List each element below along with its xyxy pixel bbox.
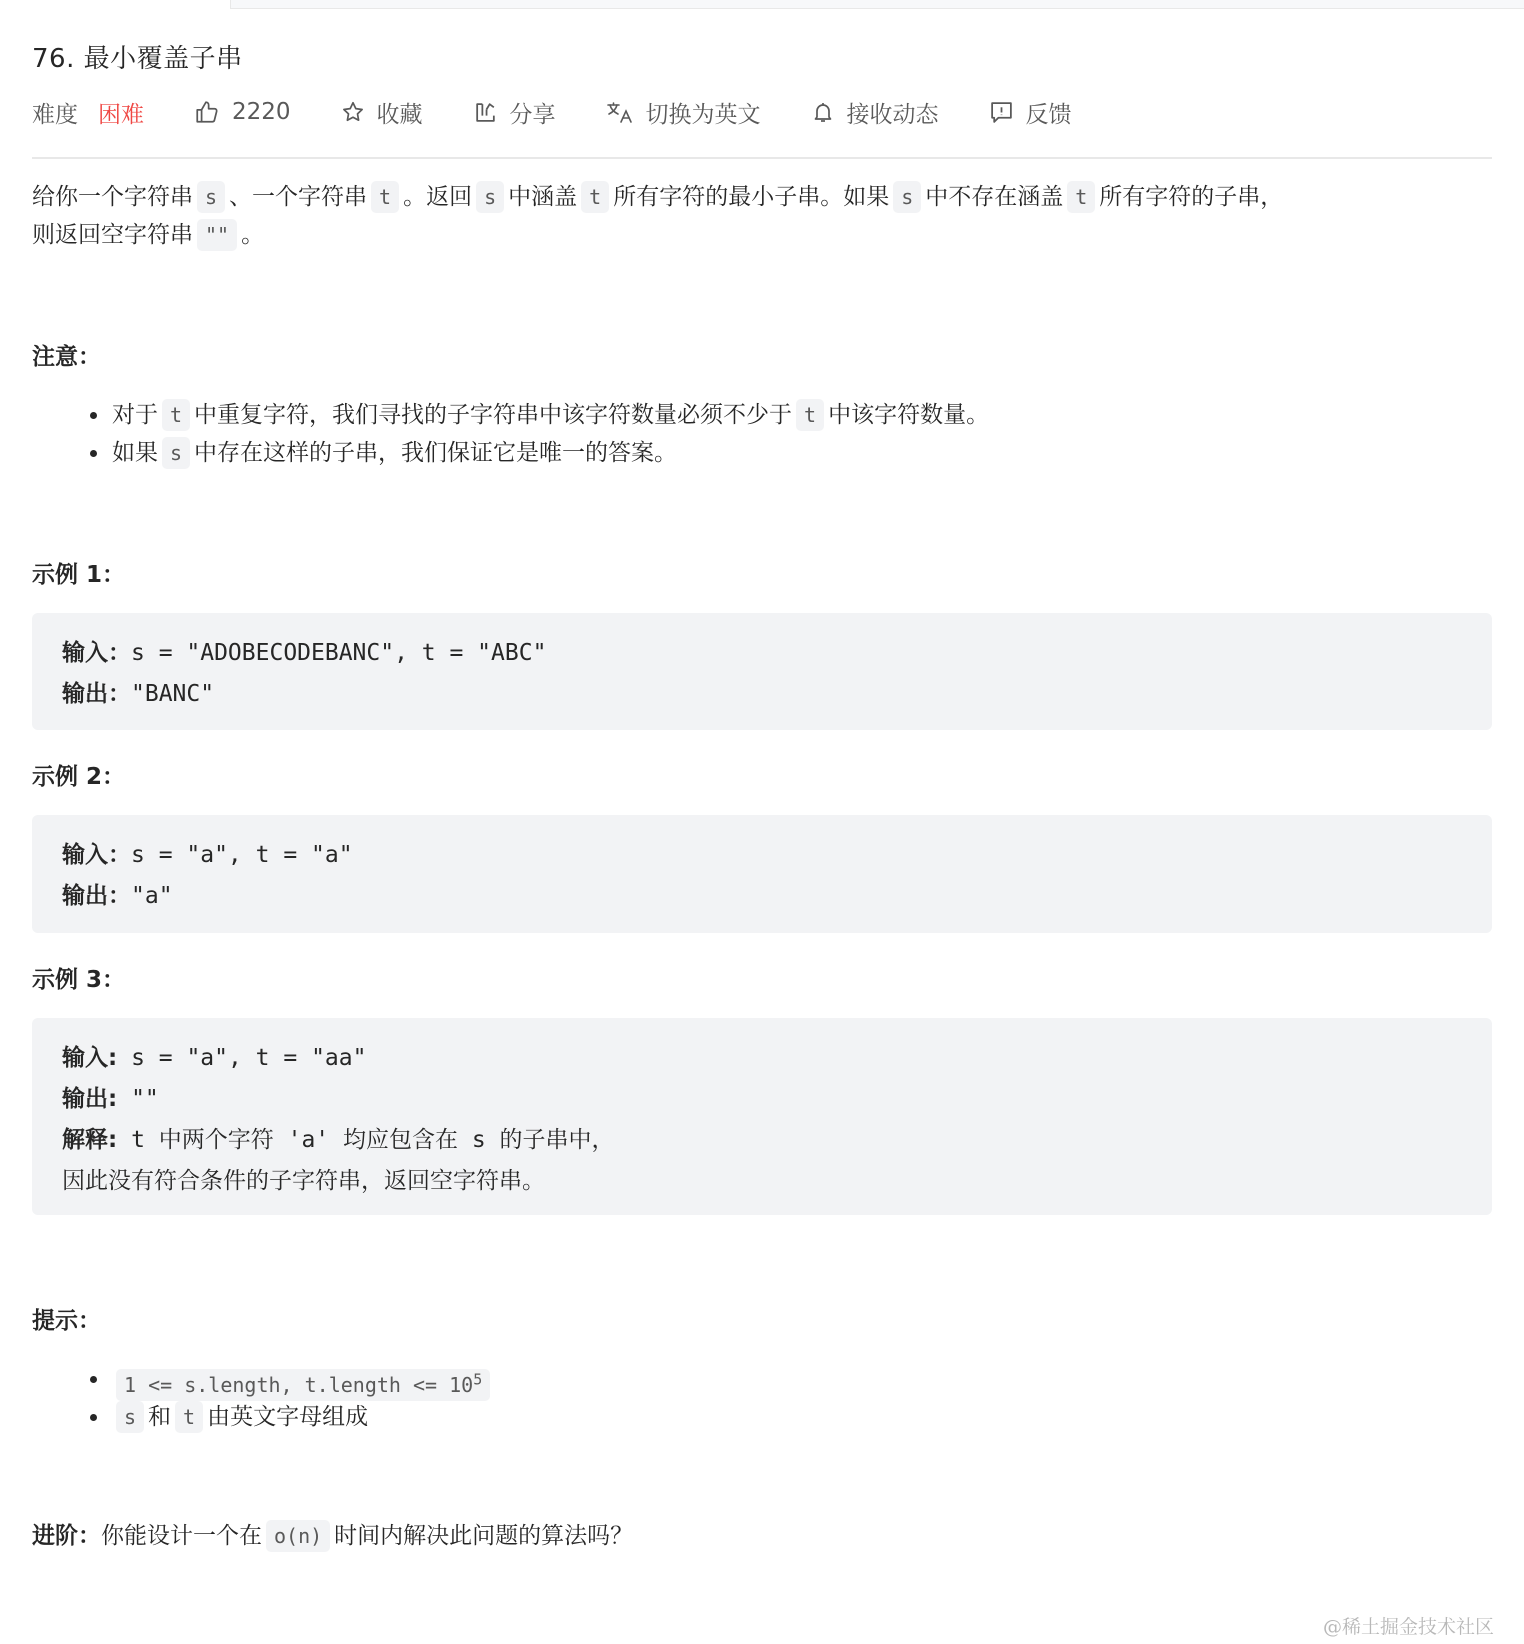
description-text: 。返回 <box>403 184 473 210</box>
list-text: 中该字符数量。 <box>828 402 990 428</box>
inline-code: s <box>893 181 921 213</box>
inline-code: t <box>175 1401 203 1433</box>
list-text: 由英文字母组成 <box>207 1404 369 1430</box>
inline-code: t <box>371 181 399 213</box>
share-button[interactable] <box>473 96 556 129</box>
divider <box>32 157 1492 159</box>
example-output <box>62 876 1462 917</box>
inline-code: s <box>476 181 504 213</box>
example-1-box <box>32 613 1492 730</box>
input-label: 输入: <box>62 1045 118 1071</box>
difficulty-badge: 困难 <box>98 101 144 128</box>
output-label: 输出： <box>62 883 131 909</box>
example-explanation <box>62 1120 1462 1161</box>
hints-list <box>112 1360 494 1436</box>
example-2-heading: 示例 2： <box>32 764 126 790</box>
example-output <box>62 674 1462 715</box>
inline-code: s <box>197 181 225 213</box>
explanation-label: 解释: <box>62 1127 118 1153</box>
output-value: "BANC" <box>131 681 215 707</box>
list-text: 中重复字符，我们寻找的子字符串中该字符数量必须不少于 <box>194 402 793 428</box>
example-3-box <box>32 1018 1492 1215</box>
translate-icon <box>606 99 634 125</box>
translate-button[interactable] <box>606 96 761 129</box>
list-item <box>112 1360 494 1398</box>
top-tab-strip <box>230 0 1524 9</box>
notes-list <box>112 396 989 472</box>
input-value: s = "a", t = "aa" <box>131 1045 367 1071</box>
advanced-text: 你能设计一个在 <box>101 1523 262 1549</box>
inline-code <box>116 1369 490 1401</box>
input-label: 输入： <box>62 640 131 666</box>
constraint-exponent: 5 <box>473 1370 483 1388</box>
subscribe-label: 接收动态 <box>846 101 939 128</box>
translate-label: 切换为英文 <box>645 101 761 128</box>
advanced-text: 时间内解决此问题的算法吗？ <box>334 1523 634 1549</box>
input-label: 输入： <box>62 842 131 868</box>
page-title: 76. 最小覆盖子串 <box>32 44 243 74</box>
star-icon <box>341 100 365 124</box>
feedback-icon <box>989 100 1014 125</box>
hints-heading: 提示： <box>32 1308 101 1334</box>
description-text: 则返回空字符串 <box>32 222 193 248</box>
description-text: 给你一个字符串 <box>32 184 193 210</box>
example-input <box>62 1038 1462 1079</box>
explanation-value: t 中两个字符 'a' 均应包含在 s 的子串中， <box>131 1127 615 1153</box>
constraint-text: 1 <= s.length, t.length <= 10 <box>124 1372 474 1397</box>
input-value: s = "a", t = "a" <box>131 842 353 868</box>
inline-code: t <box>796 399 824 431</box>
share-label: 分享 <box>509 101 556 128</box>
output-label: 输出： <box>62 681 131 707</box>
example-2-box <box>32 815 1492 933</box>
difficulty-label: 难度 <box>32 101 78 128</box>
description-text: 中涵盖 <box>508 184 578 210</box>
list-item <box>112 396 989 434</box>
description-text: 、一个字符串 <box>229 184 368 210</box>
subscribe-button[interactable] <box>811 96 939 129</box>
inline-code: o(n) <box>266 1520 330 1552</box>
example-input <box>62 633 1462 674</box>
list-text: 中存在这样的子串，我们保证它是唯一的答案。 <box>194 440 678 466</box>
feedback-button[interactable] <box>989 96 1072 129</box>
favorite-label: 收藏 <box>376 101 423 128</box>
inline-code: "" <box>197 219 237 251</box>
list-text: 和 <box>148 1404 172 1430</box>
list-item <box>112 434 989 472</box>
description-text: 。 <box>241 222 265 248</box>
output-label: 输出: <box>62 1086 118 1112</box>
thumbs-up-icon <box>194 99 220 125</box>
list-item <box>112 1398 494 1436</box>
list-text: 对于 <box>112 402 158 428</box>
output-value: "a" <box>131 883 173 909</box>
advanced-paragraph <box>32 1517 1502 1555</box>
inline-code: t <box>162 399 190 431</box>
example-1-heading: 示例 1： <box>32 562 126 588</box>
share-icon <box>473 100 498 125</box>
example-input <box>62 835 1462 876</box>
like-button[interactable] <box>194 99 291 125</box>
feedback-label: 反馈 <box>1025 101 1072 128</box>
example-3-heading: 示例 3： <box>32 967 126 993</box>
favorite-button[interactable] <box>341 96 423 129</box>
description-text: 所有字符的最小子串。如果 <box>613 184 890 210</box>
example-output <box>62 1079 1462 1120</box>
watermark: @稀土掘金技术社区 <box>1322 1616 1494 1638</box>
like-count: 2220 <box>232 99 291 125</box>
notes-heading: 注意： <box>32 344 101 370</box>
bell-icon <box>811 100 835 124</box>
description-text: 所有字符的子串， <box>1099 184 1284 210</box>
description-paragraph <box>32 178 1502 254</box>
inline-code: t <box>1067 181 1095 213</box>
output-value: "" <box>131 1086 159 1112</box>
explanation-value: 因此没有符合条件的子字符串，返回空字符串。 <box>62 1168 545 1194</box>
inline-code: t <box>581 181 609 213</box>
meta-bar <box>32 92 1072 132</box>
example-explanation-cont <box>62 1161 1462 1202</box>
description-text: 中不存在涵盖 <box>925 184 1064 210</box>
input-value: s = "ADOBECODEBANC", t = "ABC" <box>131 640 547 666</box>
advanced-label: 进阶： <box>32 1523 101 1549</box>
inline-code: s <box>116 1401 144 1433</box>
list-text: 如果 <box>112 440 158 466</box>
inline-code: s <box>162 437 190 469</box>
